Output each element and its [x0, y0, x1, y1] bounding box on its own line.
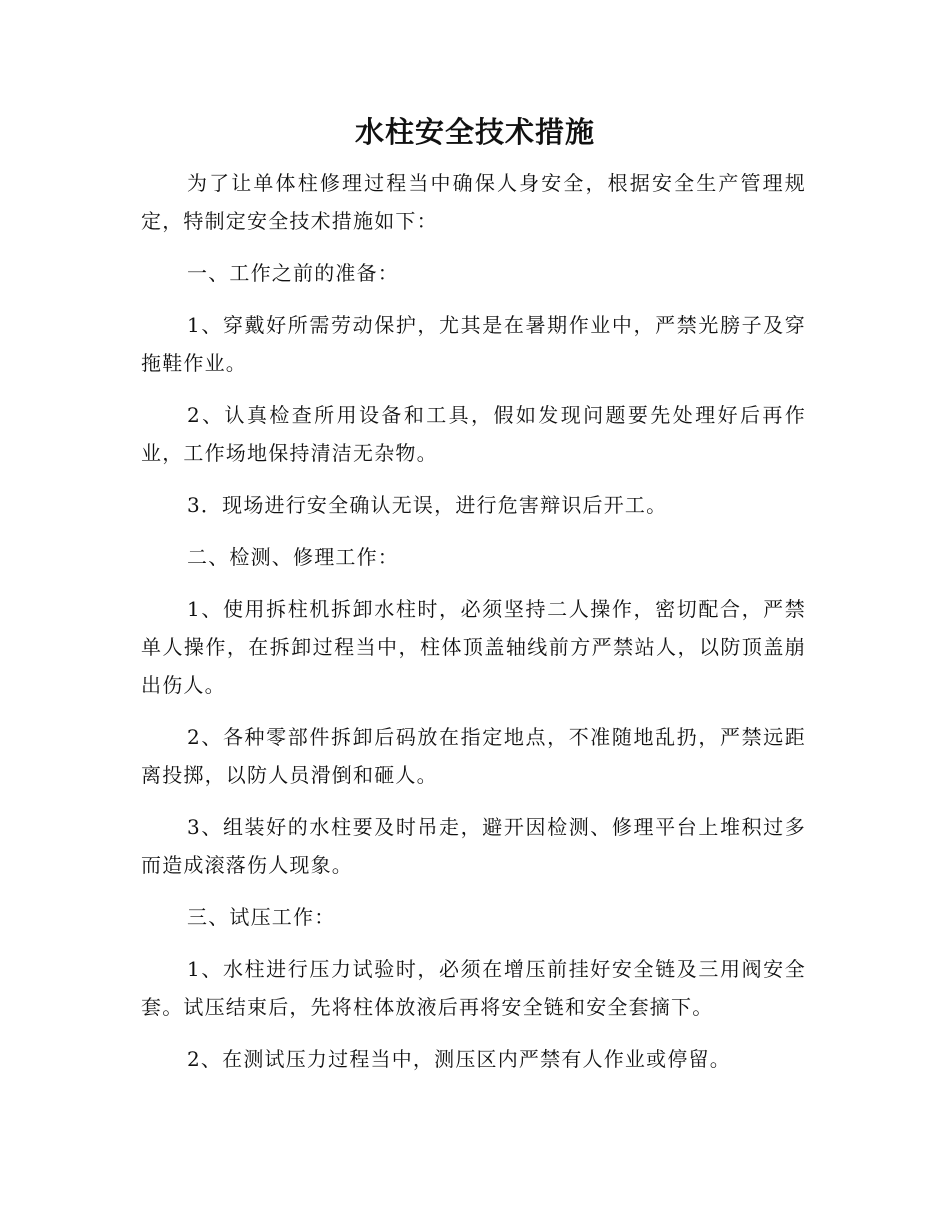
- section-heading-repair: 二、检测、修理工作：: [187, 545, 399, 569]
- list-item-repair-3: 3、组装好的水柱要及时吊走，避开因检测、修理平台上堆积过多而造成滚落伤人现象。: [141, 815, 806, 877]
- list-item-pressure-test-1: 1、水柱进行压力试验时，必须在增压前挂好安全链及三用阀安全套。试压结束后，先将柱体放液后再将安全链和安全套摘下。: [141, 957, 806, 1019]
- list-item-repair-2: 2、各种零部件拆卸后码放在指定地点，不准随地乱扔，严禁远距离投掷，以防人员滑倒和砸人。: [141, 725, 806, 787]
- list-item-preparation-3: 3．现场进行安全确认无误，进行危害辩识后开工。: [187, 493, 668, 517]
- section-heading-preparation: 一、工作之前的准备：: [187, 261, 399, 285]
- list-item-pressure-test-2: 2、在测试压力过程当中，测压区内严禁有人作业或停留。: [187, 1047, 731, 1071]
- document-body: [141, 164, 806, 1092]
- list-item-repair-1: 1、使用拆柱机拆卸水柱时，必须坚持二人操作，密切配合，严禁单人操作，在拆卸过程当中，柱体顶盖轴线前方严禁站人，以防顶盖崩出伤人。: [141, 597, 806, 697]
- section-heading-pressure-test: 三、试压工作：: [187, 905, 336, 929]
- list-item-preparation-1: 1、穿戴好所需劳动保护，尤其是在暑期作业中，严禁光膀子及穿拖鞋作业。: [141, 313, 806, 375]
- intro-paragraph: 为了让单体柱修理过程当中确保人身安全，根据安全生产管理规定，特制定安全技术措施如下：: [141, 171, 806, 233]
- list-item-preparation-2: 2、认真检查所用设备和工具，假如发现问题要先处理好后再作业，工作场地保持清洁无杂物。: [141, 403, 806, 465]
- document-title: 水柱安全技术措施: [354, 115, 595, 149]
